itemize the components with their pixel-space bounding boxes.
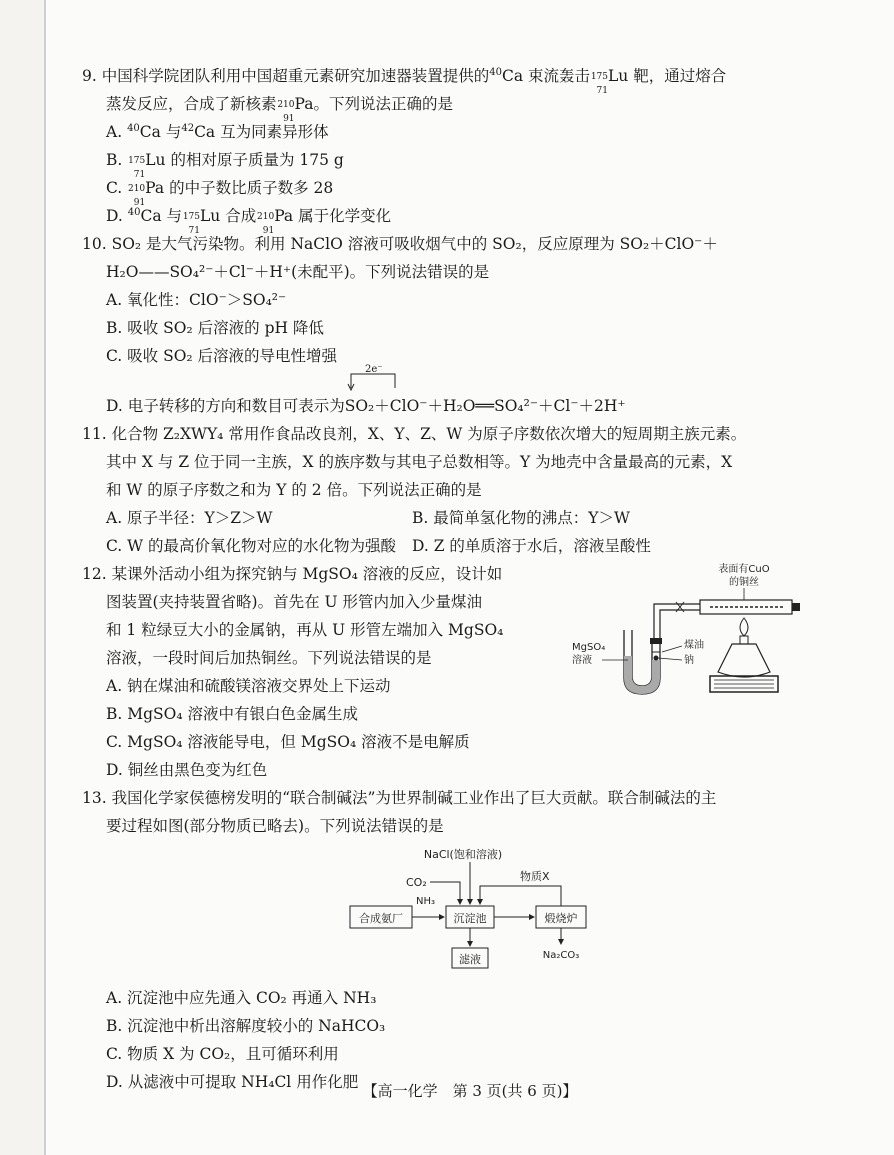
q11-line-1: 11. 化合物 Z₂XWY₄ 常用作食品改良剂，X、Y、Z、W 为原子序数依次增大的短周期主族元素。: [82, 425, 747, 443]
co2-label: CO₂: [406, 876, 427, 889]
option-text: Lu 合成: [200, 207, 257, 225]
q13-option-b: B. 沉淀池中析出溶解度较小的 NaHCO₃: [106, 1017, 386, 1035]
kerosene-pointer: [662, 646, 682, 652]
question-12: [82, 560, 842, 784]
pa-isotope: [277, 93, 295, 124]
lu-mass: 175: [590, 72, 608, 82]
question-10: [82, 230, 842, 420]
q10-line-2: H₂O——SO₄²⁻＋Cl⁻＋H⁺(未配平)。下列说法错误的是: [106, 263, 490, 281]
question-13: [82, 784, 842, 1096]
mgso4-label-2: 溶液: [572, 655, 592, 666]
sodium-pointer: [658, 658, 682, 660]
q9-text: 束流轰击: [523, 67, 590, 85]
electron-transfer-equation: [344, 364, 626, 420]
q13-option-c: C. 物质 X 为 CO₂，且可循环利用: [106, 1045, 339, 1063]
option-text: Pa 属于化学变化: [274, 207, 392, 225]
q10-option-d: [82, 364, 842, 420]
option-text: Ca 与: [140, 207, 182, 225]
precipitation-tank-label: 沉淀池: [453, 912, 487, 925]
na2co3-label: Na₂CO₃: [542, 950, 580, 961]
nacl-label: NaCl(饱和溶液): [423, 848, 503, 861]
lu-z: 71: [596, 86, 608, 96]
pa-mass: 210: [127, 184, 146, 194]
option-text: Lu 的相对原子质量为 175 g: [145, 151, 344, 169]
option-label: C.: [106, 179, 128, 197]
option-text: Ca 互为同素异形体: [194, 123, 329, 141]
q9-line-2: [82, 90, 842, 124]
question-11: [82, 420, 842, 560]
recycle-x-arrow: [480, 886, 561, 906]
process-flow-diagram: [348, 846, 618, 976]
q9-option-c: [82, 174, 842, 208]
q13-line-1: 13. 我国化学家侯德榜发明的“联合制碱法”为世界制碱工业作出了巨大贡献。联合制碱法的主: [82, 789, 717, 807]
sodium-label: 钠: [684, 655, 694, 666]
pa-z: 91: [262, 226, 275, 236]
ca-mass: 40: [489, 66, 502, 78]
q12-option-a: A. 钠在煤油和硫酸镁溶液交界处上下运动: [106, 677, 391, 695]
equation-text: SO₂＋ClO⁻＋H₂O══SO₄²⁻＋Cl⁻＋2H⁺: [344, 397, 626, 415]
pa-mass: 210: [277, 100, 295, 110]
page-footer: 【高一化学 第 3 页(共 6 页)】: [362, 1082, 578, 1100]
q11-option-a: A. 原子半径：Y＞Z＞W: [106, 509, 273, 527]
filtrate-label: 滤液: [459, 953, 481, 966]
q10-option-a: A. 氧化性：ClO⁻＞SO₄²⁻: [106, 291, 287, 309]
option-label: B.: [106, 151, 128, 169]
q10-option-c: C. 吸收 SO₂ 后溶液的导电性增强: [106, 347, 338, 365]
q9-text: 9. 中国科学院团队利用中国超重元素研究加速器装置提供的: [82, 67, 490, 85]
cuo-label-1: 表面有CuO: [718, 564, 770, 575]
nh3-label: NH₃: [416, 896, 436, 907]
lu-isotope: [127, 149, 146, 180]
u-tube-stopper: [650, 638, 662, 644]
lu-mass: 175: [128, 156, 146, 166]
q9-option-b: [82, 146, 842, 180]
q11-option-c: C. W 的最高价氧化物对应的水化物为强酸: [106, 537, 397, 555]
q12-line-4: 溶液，一段时间后加热铜丝。下列说法错误的是: [106, 649, 432, 667]
lu-z: 71: [188, 226, 200, 236]
lu-isotope: [182, 205, 200, 236]
pa-z: 91: [283, 114, 295, 124]
q11-option-d: D. Z 的单质溶于水后，溶液呈酸性: [412, 537, 651, 555]
q9-text: 蒸发反应，合成了新核素: [106, 95, 277, 113]
option-label: D.: [106, 207, 128, 225]
q12-option-d: D. 铜丝由黑色变为红色: [106, 761, 268, 779]
u-tube-inner: [632, 630, 652, 686]
mgso4-label-1: MgSO₄: [572, 642, 606, 653]
question-9: [82, 62, 842, 236]
ca42-mass: 42: [181, 122, 195, 134]
q12-option-c: C. MgSO₄ 溶液能导电，但 MgSO₄ 溶液不是电解质: [106, 733, 470, 751]
substance-x-label: 物质X: [520, 870, 550, 883]
cuo-label-2: 的铜丝: [729, 577, 759, 588]
q11-options-cd: [82, 532, 842, 560]
furnace-label: 煅烧炉: [544, 912, 578, 925]
lu-symbol: Lu: [608, 67, 629, 85]
exam-page: [44, 0, 894, 1155]
option-label: A.: [106, 123, 128, 141]
q11-line-3: 和 W 的原子序数之和为 Y 的 2 倍。下列说法正确的是: [106, 481, 482, 499]
q9-text: 。下列说法正确的是: [313, 95, 454, 113]
pa-isotope: [127, 177, 146, 208]
q13-option-a: A. 沉淀池中应先通入 CO₂ 再通入 NH₃: [106, 989, 377, 1007]
mgso4-solution: [624, 656, 660, 694]
q12-line-3: 和 1 粒绿豆大小的金属钠，再从 U 形管左端加入 MgSO₄: [106, 621, 504, 639]
sodium-piece: [654, 656, 659, 661]
q11-option-b: B. 最简单氢化物的沸点：Y＞W: [412, 509, 630, 527]
q13-option-d: D. 从滤液中可提取 NH₄Cl 用作化肥: [106, 1073, 359, 1091]
q13-line-2: 要过程如图(部分物质已略去)。下列说法错误的是: [106, 817, 444, 835]
pa-symbol: Pa: [294, 95, 314, 113]
q11-options-ab: [82, 504, 842, 532]
ca-mass: 40: [127, 206, 141, 218]
q9-text: 靶，通过熔合: [628, 67, 727, 85]
q12-line-1: 12. 某课外活动小组为探究钠与 MgSO₄ 溶液的反应，设计如: [82, 565, 503, 583]
sodium-apparatus-figure: [572, 560, 812, 700]
option-text: Pa 的中子数比质子数多 28: [145, 179, 334, 197]
q12-text: [82, 560, 577, 784]
q9-option-d: [82, 202, 842, 236]
lu-z: 71: [133, 170, 146, 180]
q10-line-1: 10. SO₂ 是大气污染物。利用 NaClO 溶液可吸收烟气中的 SO₂，反应原理为 SO₂＋ClO⁻＋: [82, 235, 718, 253]
ammonia-plant-label: 合成氨厂: [359, 912, 403, 925]
lu-isotope: [590, 65, 608, 96]
flame-icon: [740, 618, 748, 636]
kerosene-label: 煤油: [684, 640, 704, 651]
connecting-pipe-inner: [660, 610, 700, 640]
q11-line-2: 其中 X 与 Z 位于同一主族，X 的族序数与其电子总数相等。Y 为地壳中含量最高的元素，X: [106, 453, 733, 471]
pa-z: 91: [133, 198, 146, 208]
electron-transfer-arrow: [345, 364, 435, 396]
base-hatching: [714, 680, 774, 688]
q12-line-2: 图装置(夹持装置省略)。首先在 U 形管内加入少量煤油: [106, 593, 483, 611]
alcohol-lamp: [718, 644, 770, 677]
option-text: D. 电子转移的方向和数目可表示为: [106, 397, 345, 415]
ca-mass: 40: [127, 122, 140, 134]
page-content: [82, 62, 842, 1096]
q10-option-b: B. 吸收 SO₂ 后溶液的 pH 降低: [106, 319, 324, 337]
option-text: Ca 与: [139, 123, 182, 141]
ca-symbol: Ca: [501, 67, 524, 85]
lu-mass: 175: [182, 212, 200, 222]
pa-isotope: [256, 205, 275, 236]
q12-option-b: B. MgSO₄ 溶液中有银白色金属生成: [106, 705, 359, 723]
q9-option-a: [82, 118, 842, 146]
tube-stopper: [792, 603, 800, 611]
pa-mass: 210: [257, 212, 275, 222]
electron-label: 2e⁻: [364, 364, 383, 375]
q9-line-1: [82, 62, 842, 96]
lamp-wick-holder: [740, 636, 748, 644]
